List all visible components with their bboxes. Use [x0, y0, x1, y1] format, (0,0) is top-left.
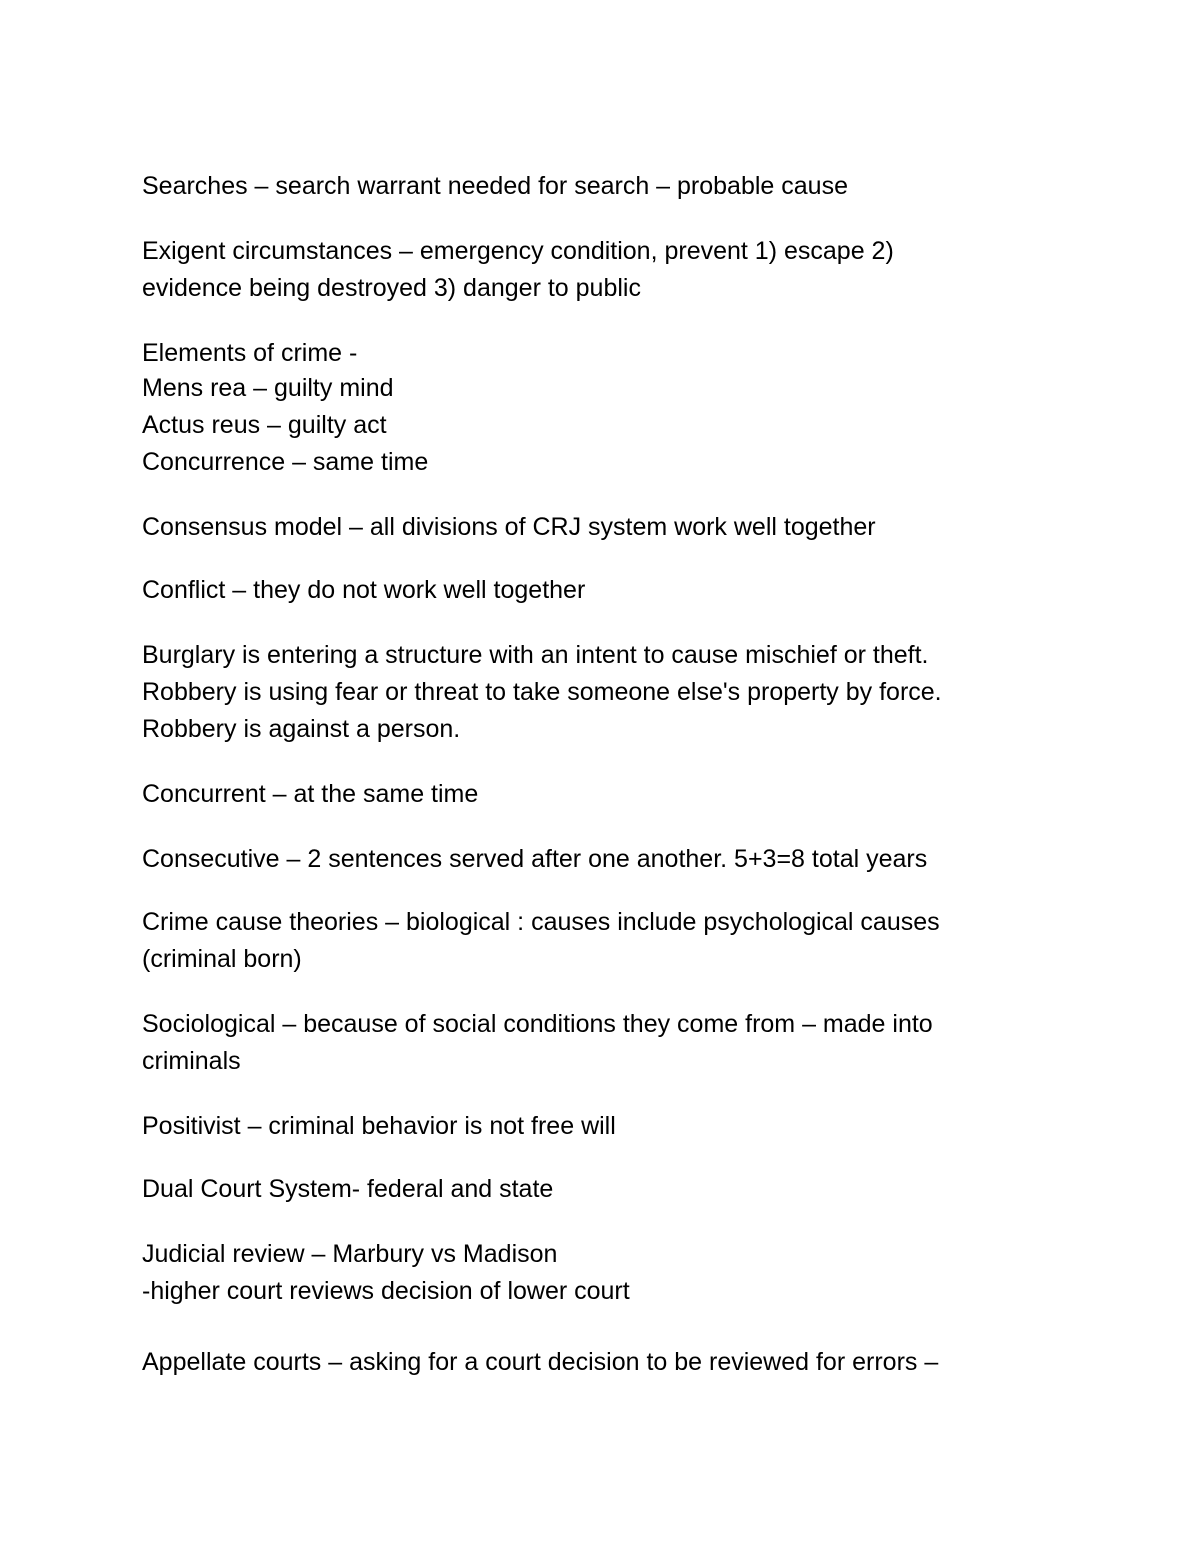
text-line-consecutive: Consecutive – 2 sentences served after one another. 5+3=8 total years [142, 845, 928, 873]
text-line-judicial-review-2: -higher court reviews decision of lower court [142, 1277, 630, 1305]
text-line-robbery-2: Robbery is against a person. [142, 715, 461, 743]
text-line-mens-rea: Mens rea – guilty mind [142, 374, 394, 402]
text-line-crime-cause-1: Crime cause theories – biological : causes include psychological causes [142, 908, 940, 936]
text-line-dual-court: Dual Court System- federal and state [142, 1175, 554, 1203]
text-line-concurrence: Concurrence – same time [142, 448, 429, 476]
text-line-searches: Searches – search warrant needed for search – probable cause [142, 172, 848, 200]
text-line-conflict: Conflict – they do not work well together [142, 576, 586, 604]
text-line-exigent-1: Exigent circumstances – emergency condition, prevent 1) escape 2) [142, 237, 894, 265]
text-line-burglary: Burglary is entering a structure with an intent to cause mischief or theft. [142, 641, 929, 669]
text-line-elements-heading: Elements of crime - [142, 339, 358, 367]
text-line-appellate-courts: Appellate courts – asking for a court decision to be reviewed for errors – [142, 1348, 939, 1376]
text-line-concurrent: Concurrent – at the same time [142, 780, 479, 808]
text-line-crime-cause-2: (criminal born) [142, 945, 302, 973]
text-line-sociological-1: Sociological – because of social conditions they come from – made into [142, 1010, 933, 1038]
text-line-actus-reus: Actus reus – guilty act [142, 411, 387, 439]
text-line-exigent-2: evidence being destroyed 3) danger to public [142, 274, 641, 302]
text-line-judicial-review-1: Judicial review – Marbury vs Madison [142, 1240, 558, 1268]
text-line-robbery-1: Robbery is using fear or threat to take someone else's property by force. [142, 678, 942, 706]
text-line-consensus-model: Consensus model – all divisions of CRJ system work well together [142, 513, 876, 541]
text-line-sociological-2: criminals [142, 1047, 241, 1075]
text-line-positivist: Positivist – criminal behavior is not free will [142, 1112, 616, 1140]
